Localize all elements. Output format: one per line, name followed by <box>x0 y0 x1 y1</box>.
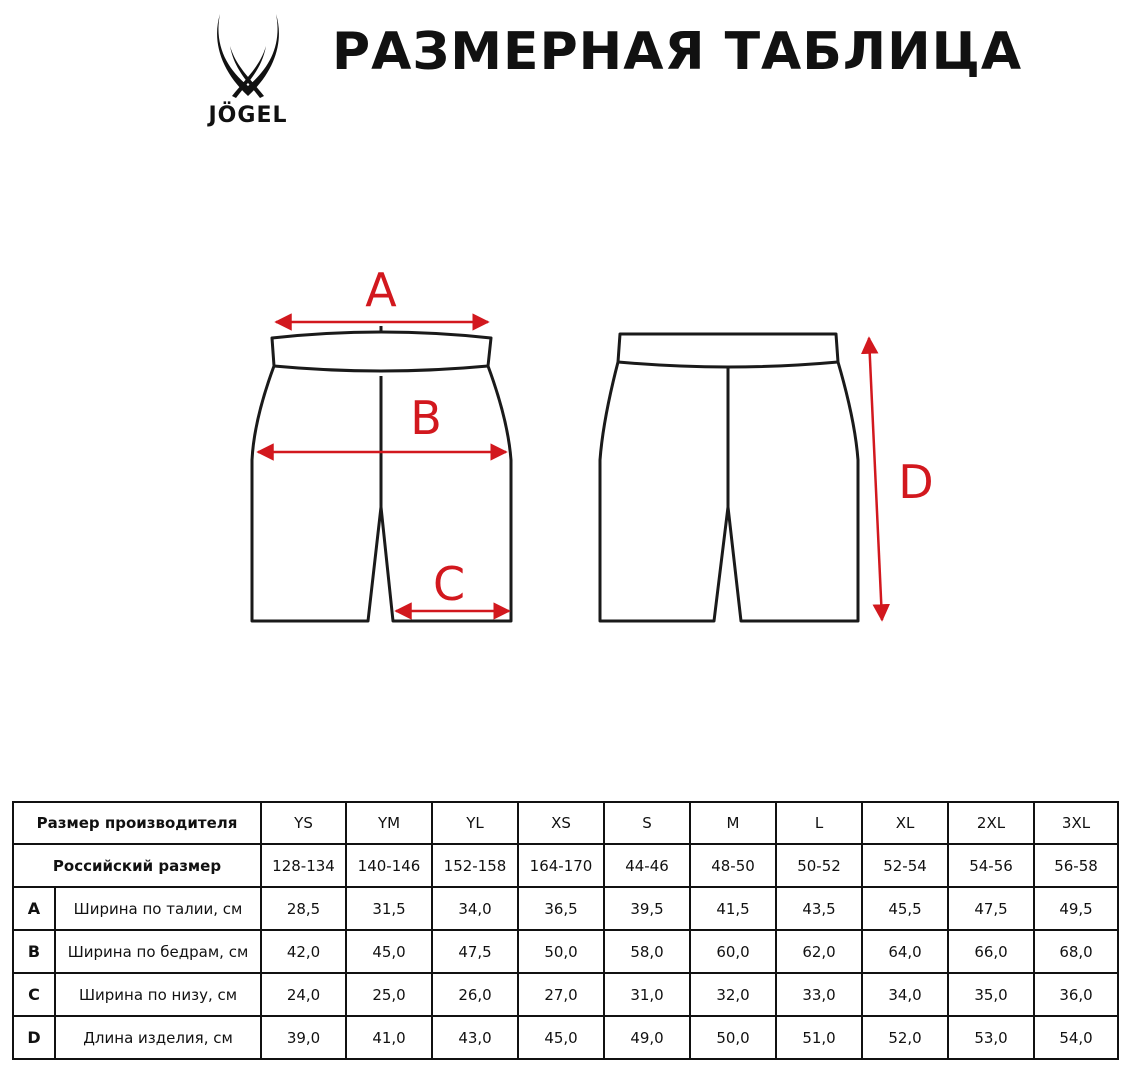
manufacturer-size-row <box>13 802 1118 844</box>
value-cell: 31,5 <box>346 887 432 930</box>
value-cell: 62,0 <box>776 930 862 973</box>
size-cell: 2XL <box>948 802 1034 844</box>
value-cell: 36,5 <box>518 887 604 930</box>
table-row <box>13 973 1118 1016</box>
size-cell: XS <box>518 802 604 844</box>
russian-size-cell: 152-158 <box>432 844 518 887</box>
value-cell: 43,5 <box>776 887 862 930</box>
size-table <box>12 801 1119 1060</box>
value-cell: 27,0 <box>518 973 604 1016</box>
row-label: Ширина по бедрам, см <box>55 930 261 973</box>
shorts-diagram <box>0 250 1133 650</box>
value-cell: 42,0 <box>261 930 346 973</box>
table-row <box>13 1016 1118 1059</box>
value-cell: 66,0 <box>948 930 1034 973</box>
russian-size-cell: 48-50 <box>690 844 776 887</box>
russian-size-label: Российский размер <box>13 844 261 887</box>
value-cell: 34,0 <box>432 887 518 930</box>
label-b: B <box>410 391 442 445</box>
value-cell: 43,0 <box>432 1016 518 1059</box>
russian-size-cell: 54-56 <box>948 844 1034 887</box>
value-cell: 36,0 <box>1034 973 1118 1016</box>
size-cell: L <box>776 802 862 844</box>
row-label: Длина изделия, см <box>55 1016 261 1059</box>
row-letter: A <box>13 887 55 930</box>
row-letter: D <box>13 1016 55 1059</box>
page-title: РАЗМЕРНАЯ ТАБЛИЦА <box>332 22 1023 82</box>
size-cell: 3XL <box>1034 802 1118 844</box>
value-cell: 53,0 <box>948 1016 1034 1059</box>
value-cell: 28,5 <box>261 887 346 930</box>
label-d: D <box>898 455 934 509</box>
russian-size-cell: 140-146 <box>346 844 432 887</box>
size-cell: S <box>604 802 690 844</box>
size-cell: M <box>690 802 776 844</box>
value-cell: 41,0 <box>346 1016 432 1059</box>
shorts-back-view <box>600 334 858 621</box>
value-cell: 32,0 <box>690 973 776 1016</box>
size-cell: YL <box>432 802 518 844</box>
value-cell: 25,0 <box>346 973 432 1016</box>
row-letter: B <box>13 930 55 973</box>
table-row <box>13 930 1118 973</box>
size-cell: XL <box>862 802 948 844</box>
value-cell: 47,5 <box>948 887 1034 930</box>
value-cell: 60,0 <box>690 930 776 973</box>
value-cell: 45,0 <box>346 930 432 973</box>
value-cell: 58,0 <box>604 930 690 973</box>
value-cell: 33,0 <box>776 973 862 1016</box>
value-cell: 49,0 <box>604 1016 690 1059</box>
value-cell: 45,0 <box>518 1016 604 1059</box>
value-cell: 54,0 <box>1034 1016 1118 1059</box>
size-cell: YS <box>261 802 346 844</box>
value-cell: 49,5 <box>1034 887 1118 930</box>
row-label: Ширина по низу, см <box>55 973 261 1016</box>
value-cell: 68,0 <box>1034 930 1118 973</box>
logo-text: JÖGEL <box>208 103 288 128</box>
value-cell: 47,5 <box>432 930 518 973</box>
value-cell: 31,0 <box>604 973 690 1016</box>
russian-size-row <box>13 844 1118 887</box>
measure-d-arrow <box>869 338 882 620</box>
russian-size-cell: 50-52 <box>776 844 862 887</box>
label-a: A <box>365 263 397 317</box>
russian-size-cell: 44-46 <box>604 844 690 887</box>
value-cell: 35,0 <box>948 973 1034 1016</box>
russian-size-cell: 52-54 <box>862 844 948 887</box>
value-cell: 39,0 <box>261 1016 346 1059</box>
shorts-front-view <box>252 326 511 621</box>
russian-size-cell: 56-58 <box>1034 844 1118 887</box>
value-cell: 52,0 <box>862 1016 948 1059</box>
value-cell: 51,0 <box>776 1016 862 1059</box>
russian-size-cell: 128-134 <box>261 844 346 887</box>
value-cell: 45,5 <box>862 887 948 930</box>
table-row <box>13 887 1118 930</box>
value-cell: 24,0 <box>261 973 346 1016</box>
value-cell: 41,5 <box>690 887 776 930</box>
row-letter: C <box>13 973 55 1016</box>
manufacturer-size-label: Размер производителя <box>13 802 261 844</box>
value-cell: 39,5 <box>604 887 690 930</box>
value-cell: 34,0 <box>862 973 948 1016</box>
value-cell: 50,0 <box>690 1016 776 1059</box>
russian-size-cell: 164-170 <box>518 844 604 887</box>
value-cell: 64,0 <box>862 930 948 973</box>
value-cell: 26,0 <box>432 973 518 1016</box>
row-label: Ширина по талии, см <box>55 887 261 930</box>
size-cell: YM <box>346 802 432 844</box>
label-c: C <box>432 557 466 611</box>
value-cell: 50,0 <box>518 930 604 973</box>
